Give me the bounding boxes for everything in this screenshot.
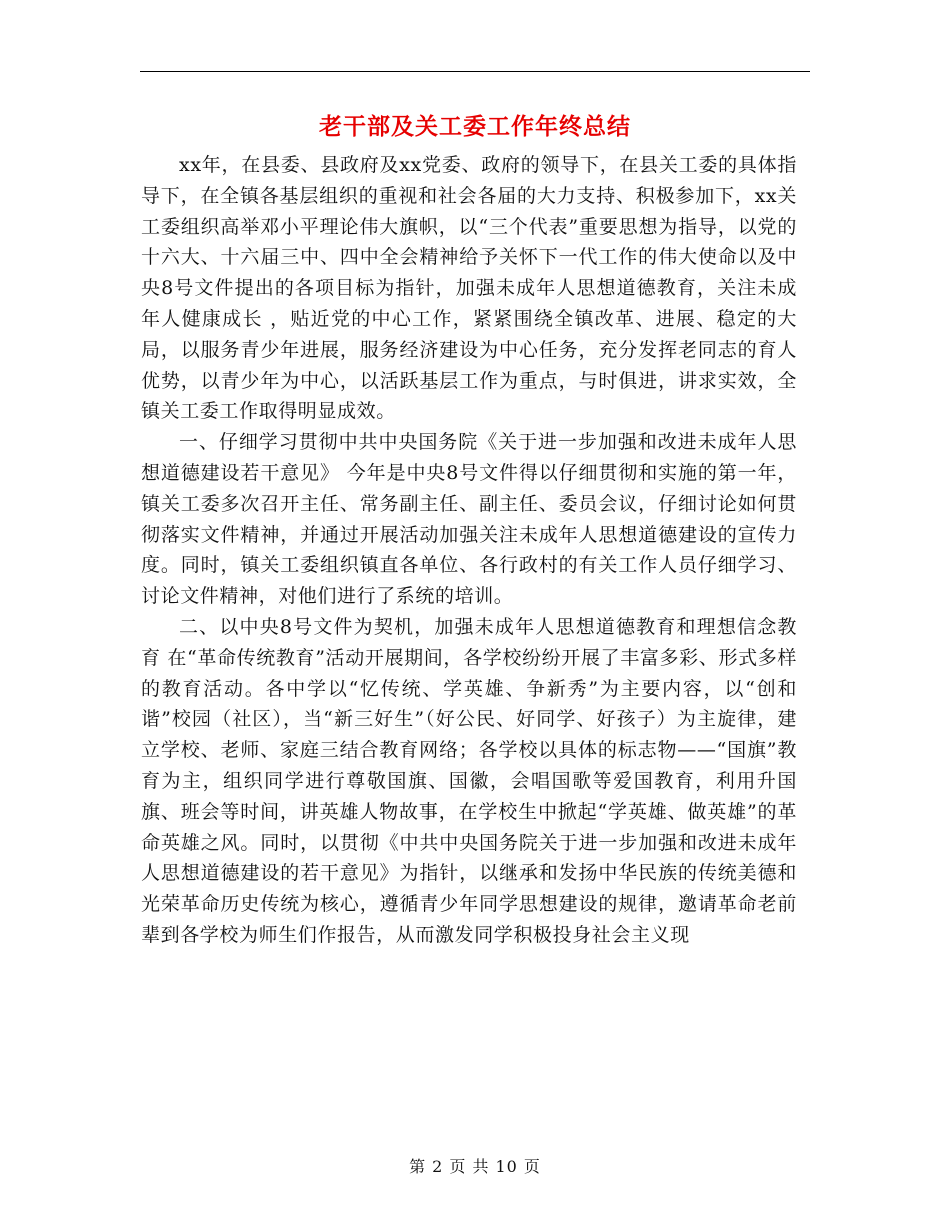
page-footer [0,1154,950,1177]
paragraph-section-1: 一、仔细学习贯彻中共中央国务院《关于进一步加强和改进未成年人思想道德建设若干意见》 今年是中央8号文件得以仔细贯彻和实施的第一年，镇关工委多次召开主任、常务副主任、副主任、委员会议，仔细讨论如何贯彻落实文件精神，并通过开展活动加强关注未成年人思想道德建设的宣传力度。同时，镇关工委组织镇直各单位、各行政村的有关工作人员仔细学习、讨论文件精神，对他们进行了系统的培训。 [141,431,797,608]
footer-suffix: 页 [523,1157,541,1176]
footer-prefix: 第 [409,1157,427,1176]
footer-page-number: 2 [432,1157,444,1176]
footer-middle: 页 共 [449,1157,490,1176]
footer-total-pages: 10 [495,1157,518,1176]
paragraph-intro: xx年，在县委、县政府及xx党委、政府的领导下，在县关工委的具体指导下，在全镇各基层组织的重视和社会各届的大力支持、积极参加下，xx关工委组织高举邓小平理论伟大旗帜，以“三个代表”重要思想为指导，以党的十六大、十六届三中、四中全会精神给予关怀下一代工作的伟大使命以及中央8号文件提出的各项目标为指针，加强未成年人思想道德教育，关注未成年人健康成长 ，贴近党的中心工作，紧紧围绕全镇改革、进展、稳定的大局，以服务青少年进展，服务经济建设为中心任务，充分发挥老同志的育人优势，以青少年为中心，以活跃基层工作为重点，与时俱进，讲求实效，全镇关工委工作取得明显成效。 [141,154,797,423]
document-title: 老干部及关工委工作年终总结 [319,114,631,140]
paragraph-section-2: 二、以中央8号文件为契机，加强未成年人思想道德教育和理想信念教育 在“革命传统教育”活动开展期间，各学校纷纷开展了丰富多彩、形式多样的教育活动。各中学以“忆传统、学英雄、争新秀”为主要内容，以“创和谐”校园（社区），当“新三好生”（好公民、好同学、好孩子）为主旋律，建立学校、老师、家庭三结合教育网络；各学校以具体的标志物——“国旗”教育为主，组织同学进行尊敬国旗、国徽，会唱国歌等爱国教育，利用升国旗、班会等时间，讲英雄人物故事，在学校生中掀起“学英雄、做英雄”的革命英雄之风。同时，以贯彻《中共中央国务院关于进一步加强和改进未成年人思想道德建设的若干意见》为指针，以继承和发扬中华民族的传统美德和光荣革命历史传统为核心，遵循青少年同学思想建设的规律，邀请革命老前辈到各学校为师生们作报告，从而激发同学积极投身社会主义现 [141,615,797,946]
document-body [141,150,797,951]
header-rule [140,71,810,72]
